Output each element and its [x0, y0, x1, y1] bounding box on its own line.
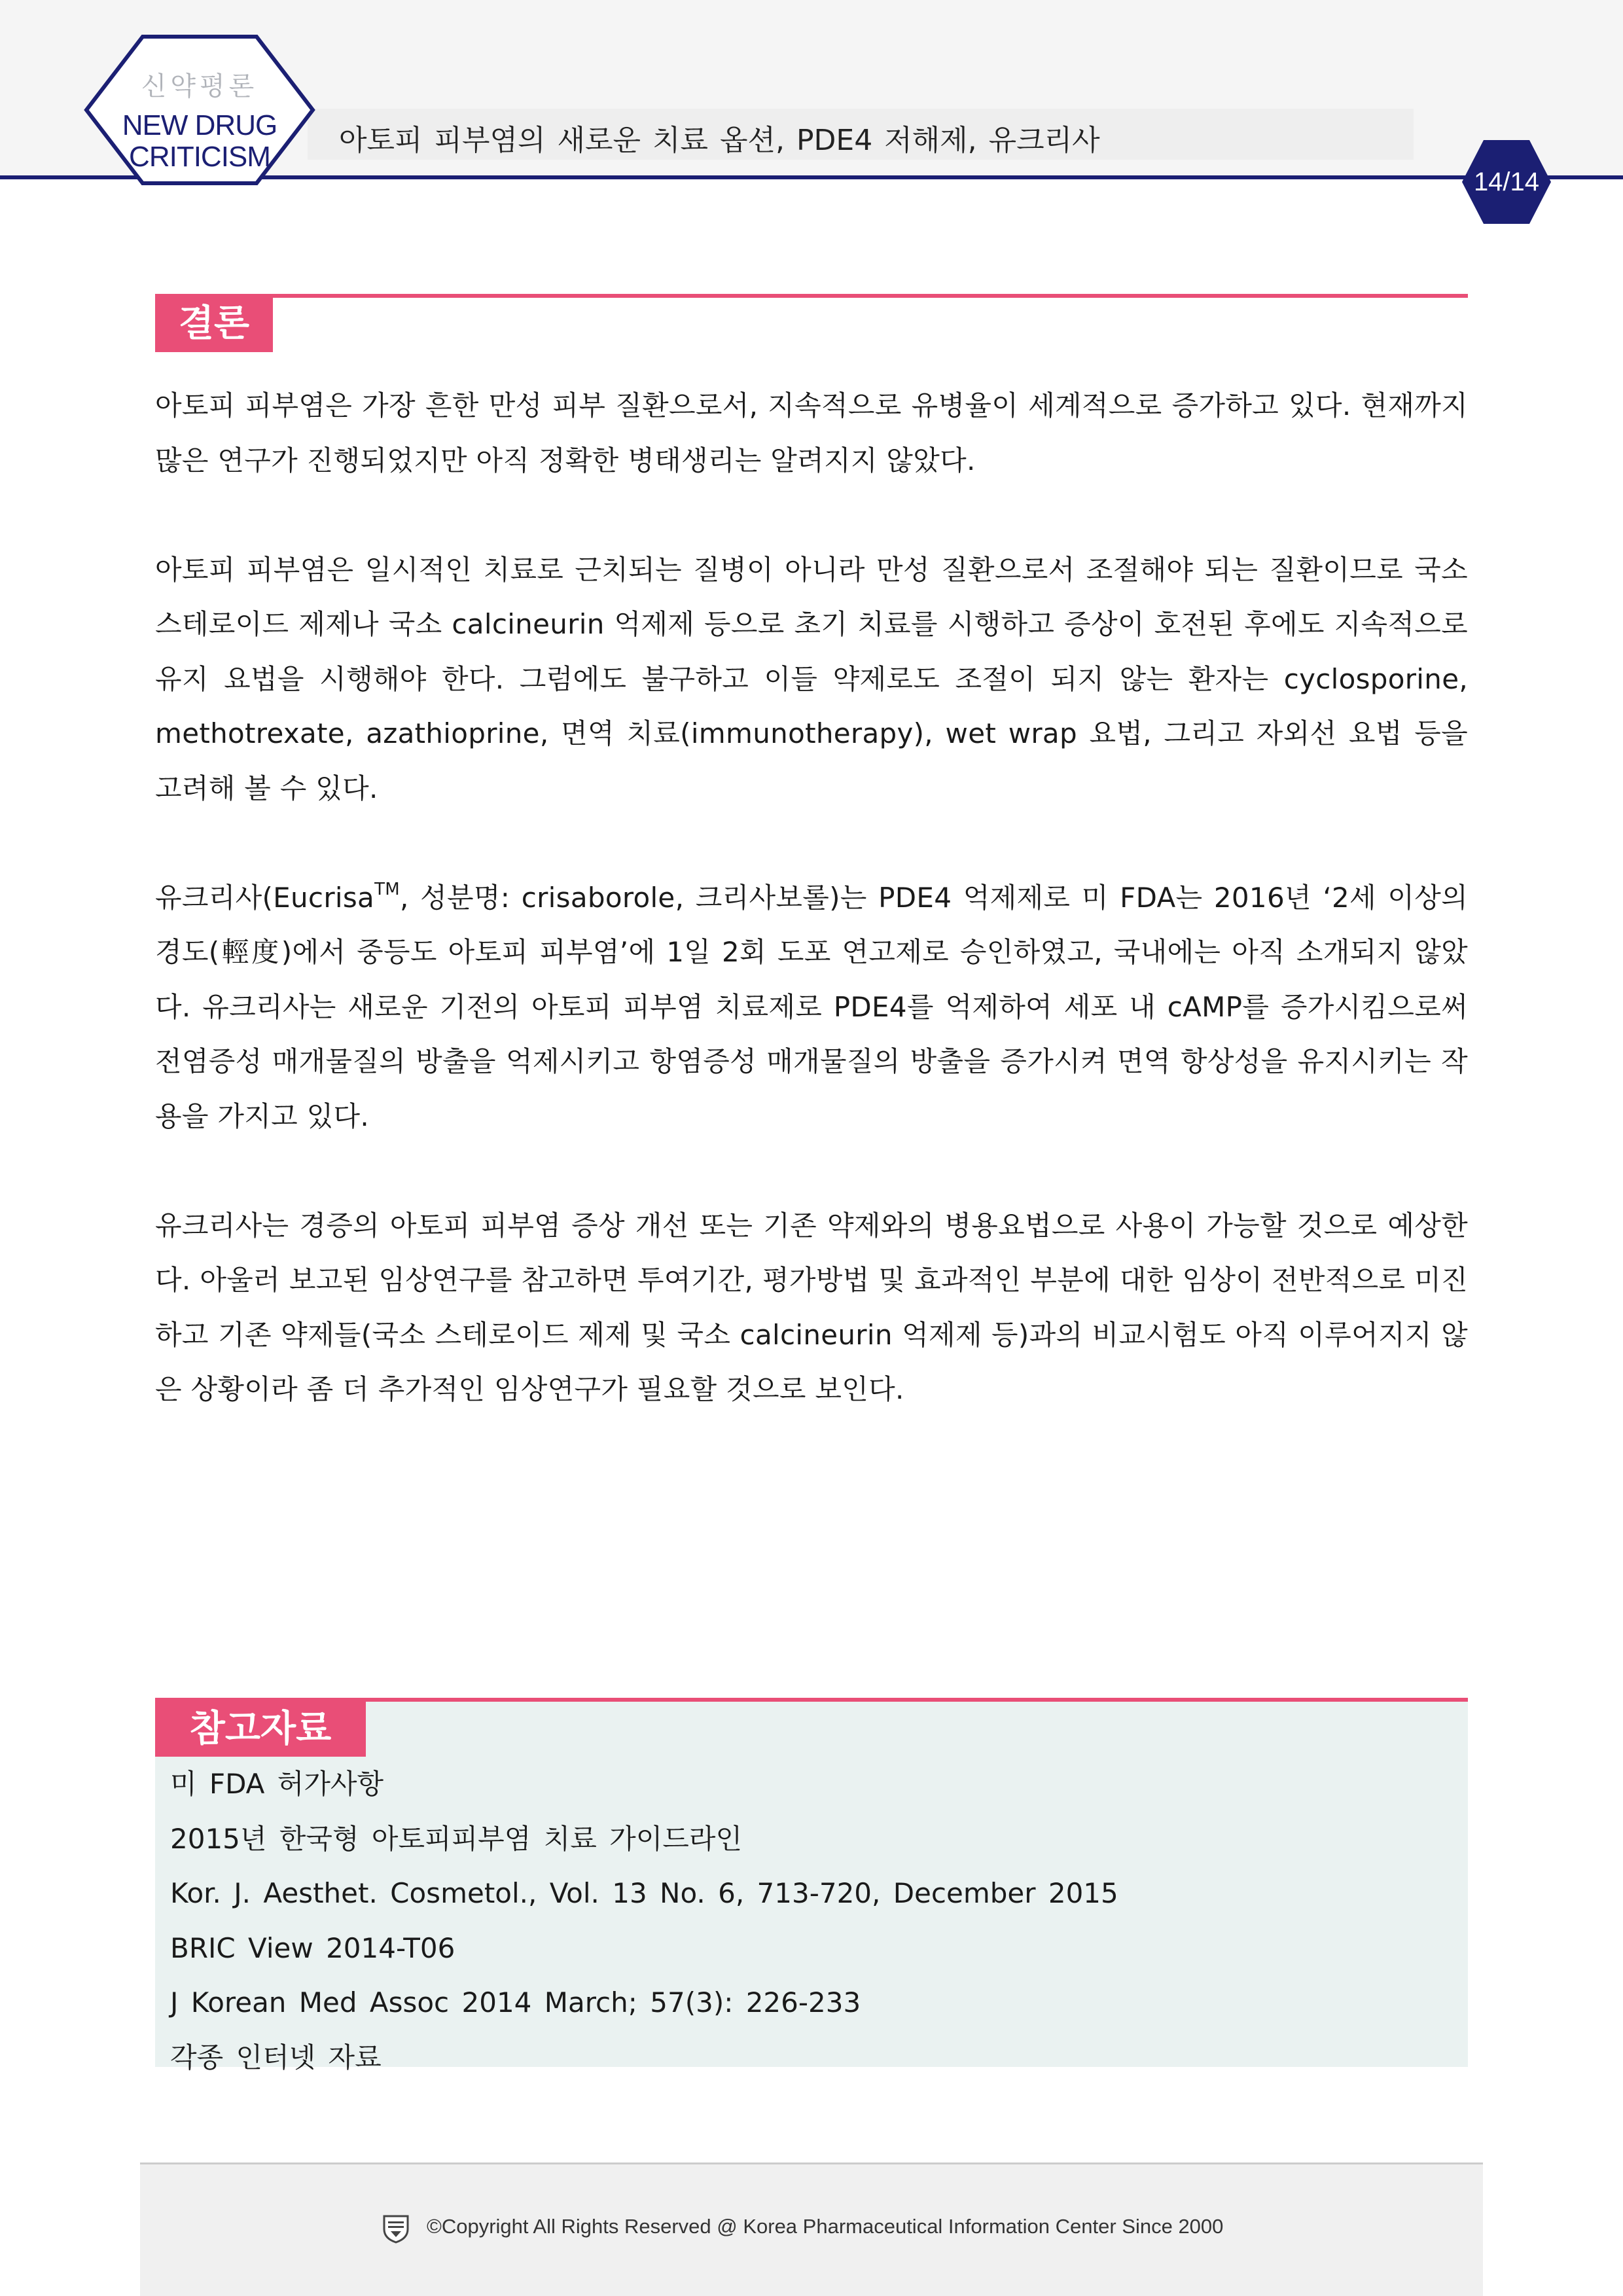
reference-item: J Korean Med Assoc 2014 March; 57(3): 226-233: [170, 1986, 861, 2018]
crest-icon: [382, 2214, 410, 2244]
reference-item: 각종 인터넷 자료: [170, 2041, 382, 2073]
reference-item: BRIC View 2014-T06: [170, 1931, 455, 1964]
conclusion-paragraph-eucrisa: [155, 870, 1468, 1144]
reference-item: Kor. J. Aesthet. Cosmetol., Vol. 13 No. 6, 713-720, December 2015: [170, 1877, 1118, 1909]
logo-english-line1: NEW DRUG: [122, 109, 277, 141]
page-number: 14/14: [1473, 168, 1540, 196]
paragraph-text: 유크리사(Eucrisa: [155, 881, 375, 914]
reference-item: 2015년 한국형 아토피피부염 치료 가이드라인: [170, 1822, 743, 1855]
document-title: 아토피 피부염의 새로운 치료 옵션, PDE4 저해제, 유크리사: [339, 124, 1100, 157]
conclusion-heading: 결론: [155, 296, 273, 352]
logo-english-line2: CRITICISM: [129, 141, 270, 173]
conclusion-paragraph: 아토피 피부염은 일시적인 치료로 근치되는 질병이 아니라 만성 질환으로서 조절해야 되는 질환이므로 국소 스테로이드 제제나 국소 calcineurin 억제제 등으로 초기 치료를 시행하고 증상이 호전된 후에도 지속적으로 유지 요법을 시행해야 한다. 그럼에도 불구하고 이들 약제로도 조절이 되지 않는 환자는 cyclosporine, methotrexate, azathioprine, 면역 치료(immunotherapy), wet wrap 요법, 그리고 자외선 요법 등을 고려해 볼 수 있다.: [155, 553, 1468, 804]
trademark-superscript: TM: [374, 879, 400, 899]
logo-korean-text: 신약평론: [141, 71, 259, 101]
conclusion-paragraph: 유크리사는 경증의 아토피 피부염 증상 개선 또는 기존 약제와의 병용요법으로 사용이 가능할 것으로 예상한다. 아울러 보고된 임상연구를 참고하면 투여기간, 평가방법 및 효과적인 부분에 대한 임상이 전반적으로 미진하고 기존 약제들(국소 스테로이드 제제 및 국소 calcineurin 억제제 등)과의 비교시험도 아직 이루어지지 않은 상황이라 좀 더 추가적인 임상연구가 필요할 것으로 보인다.: [155, 1209, 1468, 1405]
paragraph-text: , 성분명: crisaborole, 크리사보롤)는 PDE4 억제제로 미 FDA는 2016년 ‘2세 이상의 경도(輕度)에서 중등도 아토피 피부염’에 1일 2회 도포 연고제로 승인하였고, 국내에는 아직 소개되지 않았다. 유크리사는 새로운 기전의 아토피 피부염 치료제로 PDE4를 억제하여 세포 내 cAMP를 증가시킴으로써 전염증성 매개물질의 방출을 억제시키고 항염증성 매개물질의 방출을 증가시켜 면역 항상성을 유지시키는 작용을 가지고 있다.: [155, 881, 1468, 1132]
conclusion-paragraph: 아토피 피부염은 가장 흔한 만성 피부 질환으로서, 지속적으로 유병율이 세계적으로 증가하고 있다. 현재까지 많은 연구가 진행되었지만 아직 정확한 병태생리는 알려지지 않았다.: [155, 389, 1468, 476]
copyright-text: ©Copyright All Rights Reserved @ Korea Pharmaceutical Information Center Since 2000: [427, 2215, 1224, 2238]
references-list: [170, 1757, 1118, 2085]
conclusion-body: [155, 378, 1468, 1417]
conclusion-rule: [155, 294, 1468, 298]
reference-item: 미 FDA 허가사항: [170, 1768, 384, 1800]
references-heading: 참고자료: [155, 1702, 366, 1757]
